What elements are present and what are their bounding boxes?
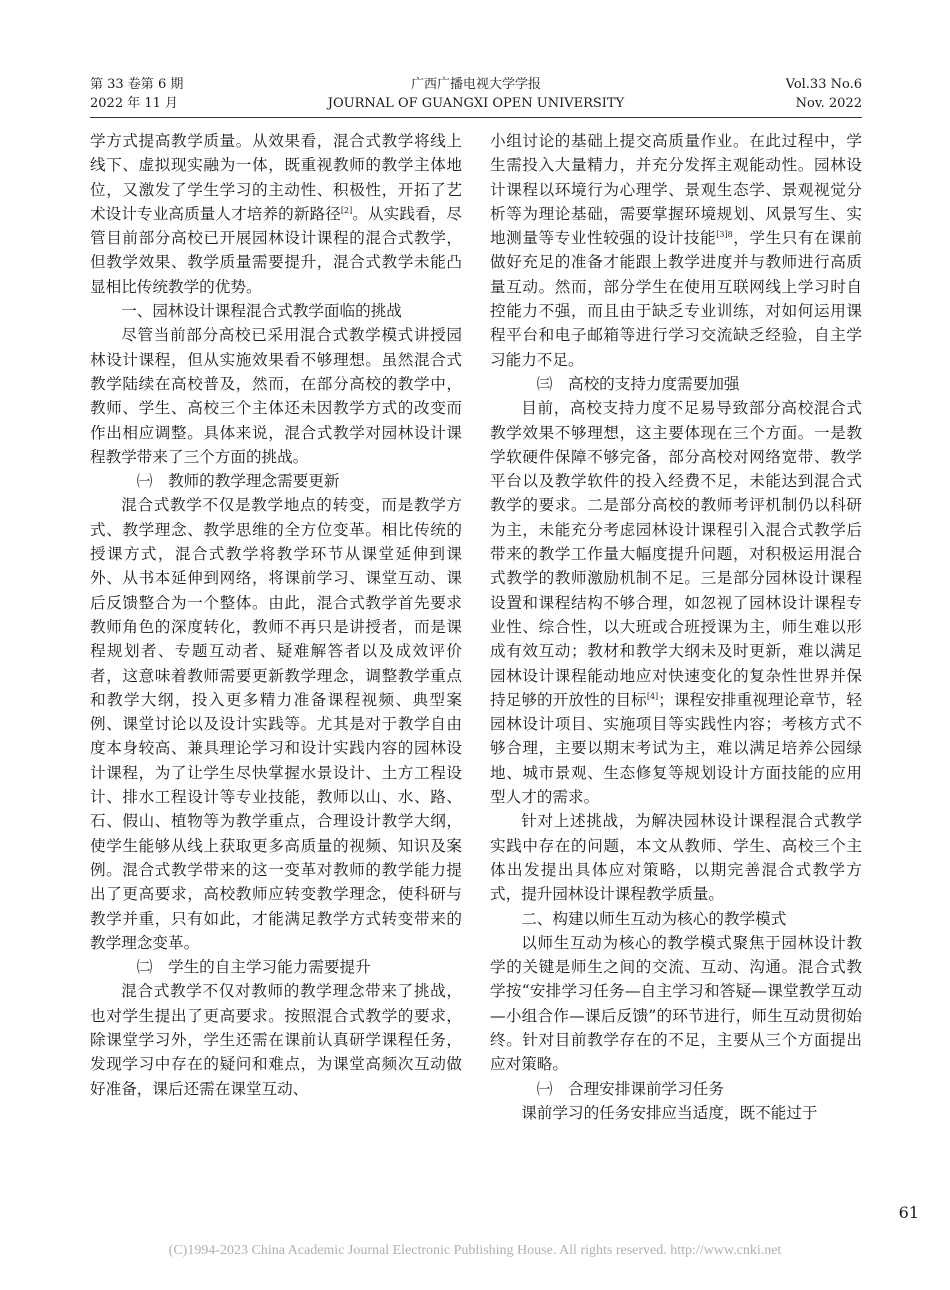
subsection-heading-2: ㈡ 学生的自主学习能力需要提升: [136, 958, 371, 977]
citation: [2]: [340, 205, 353, 215]
right-column: [490, 129, 862, 1125]
paragraph: 针对上述挑战，为解决园林设计课程混合式教学实践中存在的问题，本文从教师、学生、高校三个主体出发提出具体应对策略，以期完善混合式教学方式，提升园林设计课程教学质量。: [490, 812, 862, 904]
page-number: 61: [898, 1203, 919, 1222]
subsection-heading-3: ㈢ 高校的支持力度需要加强: [536, 374, 740, 393]
header-right: [786, 75, 862, 113]
subsection-heading-4: ㈠ 合理安排课前学习任务: [536, 1079, 724, 1098]
citation: [3]8: [716, 230, 733, 239]
running-header: [90, 75, 862, 115]
header-rule: [90, 117, 862, 118]
paragraph: 混合式教学不仅对教师的教学理念带来了挑战，也对学生提出了更高要求。按照混合式教学的要求，除课堂学习外，学生还需在课前认真研学课程任务，发现学习中存在的疑问和难点，为课堂高频次互动做好准备，课后还需在课堂互动、: [90, 982, 462, 1098]
volume-issue-cn: 第 33 卷第 6 期: [90, 77, 184, 92]
subsection-heading-1: ㈠ 教师的教学理念需要更新: [136, 472, 340, 491]
paragraph: 以师生互动为核心的教学模式聚焦于园林设计教学的关键是师生之间的交流、互动、沟通。混合式教学按“安排学习任务—自主学习和答疑—课堂教学互动—小组合作—课后反馈”的环节进行，师生互动贯彻始终。针对目前教学存在的不足，主要从三个方面提出应对策略。: [490, 933, 862, 1074]
paragraph: 混合式教学不仅是教学地点的转变，而是教学方式、教学理念、教学思维的全方位变革。相比传统的授课方式，混合式教学将教学环节从课堂延伸到课外、从书本延伸到网络，将课前学习、课堂互动、课后反馈整合为一个整体。由此，混合式教学首先要求教师角色的深度转化，教师不再只是讲授者，而是课程规划者、专题互动者、疑难解答者以及成效评价者，这意味着教师需要更新教学理念，调整教学重点和教学大纲，投入更多精力准备课程视频、典型案例、课堂讨论以及设计实践等。尤其是对于教学自由度本身较高、兼具理论学习和设计实践内容的园林设计课程，为了让学生尽快掌握水景设计、土方工程设计、排水工程设计等专业技能，教师以山、水、路、石、假山、植物等为教学重点，合理设计教学大纲，使学生能够从线上获取更多高质量的视频、知识及案例。混合式教学带来的这一变革对教师的教学能力提出了更高要求，高校教师应转变教学理念，使科研与教学并重，只有如此，才能满足教学方式转变带来的教学理念变革。: [90, 496, 462, 952]
copyright-footer: (C)1994-2023 China Academic Journal Electronic Publishing House. All rights reserved. http://www.cnki.net: [168, 1243, 782, 1258]
header-center: [90, 75, 862, 113]
section-heading-1: 一、园林设计课程混合式教学面临的挑战: [121, 302, 402, 321]
paragraph: 学方式提高教学质量。从效果看，混合式教学将线上线下、虚拟现实融为一体，既重视教师的教学主体地位，又激发了学生学习的主动性、积极性，开拓了艺术设计专业高质量人才培养的新路径[2]。从实践看，尽管目前部分高校已开展园林设计课程的混合式教学，但教学效果、教学质量需要提升，混合式教学未能凸显相比传统教学的优势。: [90, 132, 462, 296]
journal-title-en: JOURNAL OF GUANGXI OPEN UNIVERSITY: [327, 96, 625, 111]
date-cn: 2022 年 11 月: [90, 96, 179, 111]
citation: [4]: [646, 691, 659, 701]
volume-issue-en: Vol.33 No.6: [785, 77, 862, 92]
paragraph: 小组讨论的基础上提交高质量作业。在此过程中，学生需投入大量精力，并充分发挥主观能动性。园林设计课程以环境行为心理学、景观生态学、景观视觉分析等为理论基础，需要掌握环境规划、风景写生、实地测量等专业性较强的设计技能$^{[3]8}$，学生只有在课前做好充足的准备才能跟上教学进度并与教师进行高质量互动。然而，部分学生在使用互联网线上学习时自控能力不强，而且由于缺乏专业训练，对如何运用课程平台和电子邮箱等进行学习交流缺乏经验，自主学习能力不足。: [490, 132, 862, 369]
left-column: [90, 129, 462, 1101]
paragraph: 尽管当前部分高校已采用混合式教学模式讲授园林设计课程，但从实施效果看不够理想。虽然混合式教学陆续在高校普及，然而，在部分高校的教学中，教师、学生、高校三个主体还未因教学方式的改变而作出相应调整。具体来说，混合式教学对园林设计课程教学带来了三个方面的挑战。: [90, 326, 462, 466]
date-en: Nov. 2022: [795, 96, 862, 111]
paragraph: 目前，高校支持力度不足易导致部分高校混合式教学效果不够理想，这主要体现在三个方面。一是教学软硬件保障不够完备，部分高校对网络宽带、教学平台以及教学软件的投入经费不足，未能达到混合式教学的要求。二是部分高校的教师考评机制仍以科研为主，未能充分考虑园林设计课程引入混合式教学后带来的教学工作量大幅度提升问题，对积极运用混合式教学的教师激励机制不足。三是部分园林设计课程设置和课程结构不够合理，如忽视了园林设计课程专业性、综合性，以大班或合班授课为主，师生难以形成有效互动；教材和教学大纲未及时更新，难以满足园林设计课程能动地应对快速变化的复杂性世界并保持足够的开放性的目标[4]；课程安排重视理论章节，轻园林设计项目、实施项目等实践性内容；考核方式不够合理，主要以期末考试为主，难以满足培养公园绿地、城市景观、生态修复等规划设计方面技能的应用型人才的需求。: [490, 399, 862, 807]
section-heading-2: 二、构建以师生互动为核心的教学模式: [521, 909, 787, 928]
journal-title-cn: 广西广播电视大学学报: [410, 77, 541, 92]
paragraph: 课前学习的任务安排应当适度，既不能过于: [521, 1103, 818, 1122]
